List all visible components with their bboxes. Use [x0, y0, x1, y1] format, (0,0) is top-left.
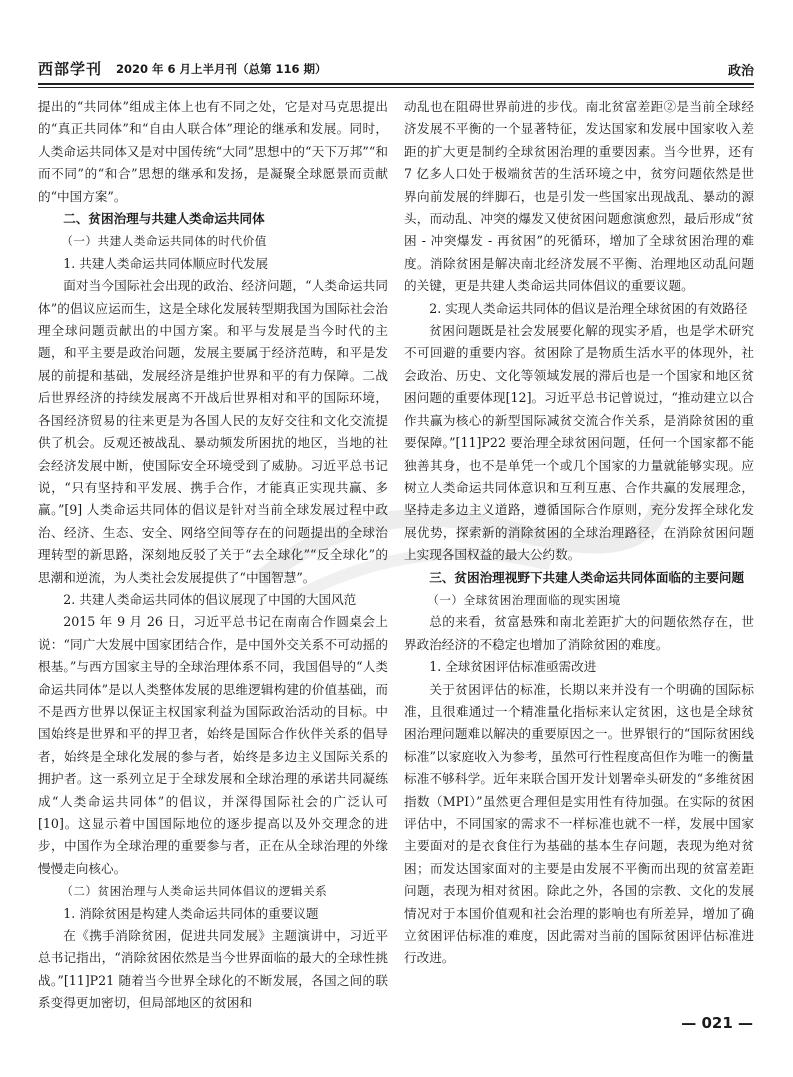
- paragraph: 总的来看，贫富悬殊和南北差距扩大的问题依然存在，世界政治经济的不稳定也增加了消除贫困的难度。: [404, 614, 754, 652]
- paragraph: 提出的“共同体”组成主体上也有不同之处，它是对马克思提出的“真正共同体”和“自由人联合体”理论的继承和发展。同时，人类命运共同体又是对中国传统“大同”思想中的“天下万邦”“和而不同”的“和合”思想的继承和发扬，是凝聚全球愿景而贡献的“中国方案”。: [38, 99, 388, 204]
- paragraph: 面对当今国际社会出现的政治、经济问题，“人类命运共同体”的倡议应运而生，这是全球化发展转型期我国为国际社会治理全球问题贡献出的中国方案。和平与发展是当今时代的主题，和平主要是政治问题，发展主要属于经济范畴，和平是发展的前提和基础，发展经济是维护世界和平的有力保障。二战后世界经济的持续发展离不开战后世界相对和平的国际环境，各国经济贸易的往来更是为各国人民的友好交往和文化交流提供了机会。反观还被战乱、暴动频发所困扰的地区，当地的社会经济发展中断，使国际安全环境受到了威胁。习近平总书记说，“只有坚持和平发展、携手合作，才能真正实现共赢、多赢。”[9] 人类命运共同体的倡议是针对当前全球发展过程中政治、经济、生态、安全、网络空间等存在的问题提出的全球治理转型的新思路，深刻地反驳了关于“去全球化”“反全球化”的思潮和逆流，为人类社会发展提供了“中国智慧”。: [38, 278, 388, 585]
- section-heading: 三、贫困治理视野下共建人类命运共同体面临的主要问题: [429, 569, 745, 585]
- paragraph: 贫困问题既是社会发展要化解的现实矛盾，也是学术研究不可回避的重要内容。贫困除了是物质生活水平的体现外，社会政治、历史、文化等领域发展的滞后也是一个国家和地区贫困问题的重要体现[12]。习近平总书记曾说过，“推动建立以合作共赢为核心的新型国际减贫交流合作关系，是消除贫困的重要保障。”[11]P22 要治理全球贫困问题，任何一个国家都不能独善其身，也不是单凭一个或几个国家的力量就能够实现。应树立人类命运共同体意识和互利互惠、合作共赢的发展理念，坚持走多边主义道路，遵循国际合作原则，充分发挥全球化发展优势，探索新的消除贫困的全球治理路径，在消除贫困问题上实现各国权益的最大公约数。: [404, 323, 754, 563]
- paragraph: 动乱也在阻碍世界前进的步伐。南北贫富差距②是当前全球经济发展不平衡的一个显著特征，发达国家和发展中国家收入差距的扩大更是制约全球贫困治理的重要因素。当今世界，还有 7 亿多人口处于极端贫苦的生活环境之中，贫穷问题依然是世界向前发展的绊脚石，也是引发一些国家出现战乱、暴动的源头，而动乱、冲突的爆发又使贫困问题愈演愈烈，最后形成“贫困 - 冲突爆发 - 再贫困”的死循环，增加了全球贫困治理的难度。消除贫困是解决南北经济发展不平衡、治理地区动乱问题的关键，更是共建人类命运共同体倡议的重要议题。: [404, 99, 754, 294]
- numbered-heading: 2. 共建人类命运共同体的倡议展现了中国的大国风范: [63, 591, 357, 607]
- subsection-heading: （一）共建人类命运共同体的时代价值: [61, 234, 267, 249]
- subsection-heading: （二）贫困治理与人类命运共同体倡议的逻辑关系: [61, 884, 328, 899]
- left-column: [38, 96, 388, 1015]
- right-column: [404, 96, 754, 970]
- numbered-heading: 1. 全球贫困评估标准亟需改进: [429, 659, 597, 675]
- header-rule-thin: [38, 87, 754, 88]
- page-number: — 021 —: [681, 1014, 753, 1032]
- header-rule-thick: [38, 83, 754, 85]
- numbered-heading: 2. 实现人类命运共同体的倡议是治理全球贫困的有效路径: [429, 300, 748, 316]
- paragraph: 在《携手消除贫困，促进共同发展》主题演讲中，习近平总书记指出，“消除贫困依然是当今世界面临的最大的全球性挑战。”[11]P21 随着当今世界全球化的不断发展，各国之间的联系变得更加密切，但局部地区的贫困和: [38, 928, 388, 1011]
- issue-info: 2020 年 6 月上半月刊（总第 116 期）: [116, 62, 327, 76]
- numbered-heading: 1. 共建人类命运共同体顺应时代发展: [63, 255, 269, 271]
- numbered-heading: 1. 消除贫困是构建人类命运共同体的重要议题: [63, 905, 319, 921]
- paragraph: 关于贫困评估的标准，长期以来并没有一个明确的国际标准，且很难通过一个精准量化指标来认定贫困，这也是全球贫困治理问题难以解决的重要原因之一。世界银行的“国际贫困线标准”以家庭收入为参考，虽然可行性程度高但作为唯一的衡量标准不够科学。近年来联合国开发计划署牵头研发的“多维贫困指数（MPI）”虽然更合理但是实用性有待加强。在实际的贫困评估中，不同国家的需求不一样标准也就不一样，发展中国家主要面对的是衣食住行为基础的基本生存问题，表现为绝对贫困；而发达国家面对的主要是由发展不平衡而出现的贫富差距问题，表现为相对贫困。除此之外，各国的宗教、文化的发展情况对于本国价值观和社会治理的影响也有所差异，增加了确立贫困评估标准的难度，因此需对当前的国际贫困评估标准进行改进。: [404, 681, 754, 966]
- paragraph: 2015 年 9 月 26 日，习近平总书记在南南合作圆桌会上说：“同广大发展中国家团结合作，是中国外交关系不可动摇的根基。”与西方国家主导的全球治理体系不同，我国倡导的“人类命运共同体”是以人类整体发展的思维逻辑构建的价值基础，而不是西方世界以保证主权国家利益为国际政治活动的目标。中国始终是世界和平的捍卫者，始终是国际合作伙伴关系的倡导者，始终是全球化发展的参与者，始终是多边主义国际关系的拥护者。这一系列立足于全球发展和全球治理的承诺共同凝练成“人类命运共同体”的倡议，并深得国际社会的广泛认可[10]。这显示着中国国际地位的逐步提高以及外交理念的进步，中国作为全球治理的重要参与者，正在从全球治理的外缘慢慢走向核心。: [38, 614, 388, 876]
- running-header: [38, 56, 754, 80]
- section-heading: 二、贫困治理与共建人类命运共同体: [63, 211, 265, 227]
- subsection-heading: （一）全球贫困治理面临的现实困境: [427, 592, 621, 607]
- section-name: 政治: [727, 64, 754, 79]
- journal-masthead: 西部学刊: [38, 60, 103, 78]
